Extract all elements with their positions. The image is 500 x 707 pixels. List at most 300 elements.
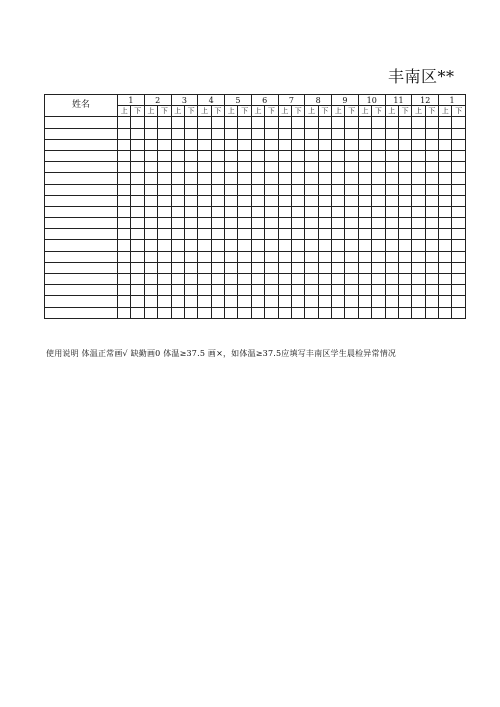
check-cell[interactable] <box>345 240 358 251</box>
check-cell[interactable] <box>425 195 438 206</box>
check-cell[interactable] <box>238 139 251 150</box>
check-cell[interactable] <box>238 240 251 251</box>
check-cell[interactable] <box>412 218 425 229</box>
check-cell[interactable] <box>345 296 358 307</box>
check-cell[interactable] <box>211 206 224 217</box>
check-cell[interactable] <box>211 240 224 251</box>
check-cell[interactable] <box>225 173 238 184</box>
check-cell[interactable] <box>425 274 438 285</box>
check-cell[interactable] <box>171 218 184 229</box>
check-cell[interactable] <box>291 162 304 173</box>
check-cell[interactable] <box>345 218 358 229</box>
check-cell[interactable] <box>278 195 291 206</box>
check-cell[interactable] <box>425 162 438 173</box>
check-cell[interactable] <box>184 150 197 161</box>
check-cell[interactable] <box>131 218 144 229</box>
check-cell[interactable] <box>345 274 358 285</box>
check-cell[interactable] <box>318 218 331 229</box>
check-cell[interactable] <box>251 229 264 240</box>
check-cell[interactable] <box>171 184 184 195</box>
check-cell[interactable] <box>358 307 371 318</box>
check-cell[interactable] <box>184 218 197 229</box>
check-cell[interactable] <box>291 195 304 206</box>
check-cell[interactable] <box>439 162 452 173</box>
check-cell[interactable] <box>211 139 224 150</box>
check-cell[interactable] <box>144 184 157 195</box>
check-cell[interactable] <box>372 240 385 251</box>
check-cell[interactable] <box>158 218 171 229</box>
check-cell[interactable] <box>251 184 264 195</box>
check-cell[interactable] <box>171 139 184 150</box>
check-cell[interactable] <box>332 296 345 307</box>
check-cell[interactable] <box>225 285 238 296</box>
check-cell[interactable] <box>358 150 371 161</box>
check-cell[interactable] <box>332 162 345 173</box>
check-cell[interactable] <box>251 307 264 318</box>
check-cell[interactable] <box>265 218 278 229</box>
check-cell[interactable] <box>358 206 371 217</box>
check-cell[interactable] <box>345 251 358 262</box>
check-cell[interactable] <box>372 195 385 206</box>
check-cell[interactable] <box>412 274 425 285</box>
check-cell[interactable] <box>305 285 318 296</box>
check-cell[interactable] <box>439 184 452 195</box>
check-cell[interactable] <box>291 139 304 150</box>
check-cell[interactable] <box>265 195 278 206</box>
check-cell[interactable] <box>184 206 197 217</box>
check-cell[interactable] <box>144 262 157 273</box>
check-cell[interactable] <box>265 251 278 262</box>
check-cell[interactable] <box>412 296 425 307</box>
check-cell[interactable] <box>439 251 452 262</box>
check-cell[interactable] <box>318 128 331 139</box>
check-cell[interactable] <box>251 218 264 229</box>
check-cell[interactable] <box>118 274 131 285</box>
check-cell[interactable] <box>318 139 331 150</box>
check-cell[interactable] <box>318 274 331 285</box>
check-cell[interactable] <box>439 229 452 240</box>
check-cell[interactable] <box>251 206 264 217</box>
check-cell[interactable] <box>238 206 251 217</box>
check-cell[interactable] <box>412 162 425 173</box>
check-cell[interactable] <box>398 262 411 273</box>
check-cell[interactable] <box>291 285 304 296</box>
check-cell[interactable] <box>211 307 224 318</box>
check-cell[interactable] <box>278 150 291 161</box>
check-cell[interactable] <box>251 139 264 150</box>
check-cell[interactable] <box>225 229 238 240</box>
check-cell[interactable] <box>118 307 131 318</box>
check-cell[interactable] <box>425 218 438 229</box>
check-cell[interactable] <box>251 296 264 307</box>
check-cell[interactable] <box>171 262 184 273</box>
check-cell[interactable] <box>452 240 466 251</box>
check-cell[interactable] <box>118 173 131 184</box>
check-cell[interactable] <box>332 251 345 262</box>
check-cell[interactable] <box>184 229 197 240</box>
check-cell[interactable] <box>278 296 291 307</box>
check-cell[interactable] <box>358 240 371 251</box>
check-cell[interactable] <box>238 307 251 318</box>
check-cell[interactable] <box>452 184 466 195</box>
check-cell[interactable] <box>211 218 224 229</box>
check-cell[interactable] <box>198 173 211 184</box>
check-cell[interactable] <box>278 251 291 262</box>
check-cell[interactable] <box>118 251 131 262</box>
check-cell[interactable] <box>345 285 358 296</box>
check-cell[interactable] <box>412 195 425 206</box>
check-cell[interactable] <box>372 128 385 139</box>
check-cell[interactable] <box>238 296 251 307</box>
check-cell[interactable] <box>184 139 197 150</box>
check-cell[interactable] <box>318 296 331 307</box>
check-cell[interactable] <box>278 139 291 150</box>
check-cell[interactable] <box>305 162 318 173</box>
check-cell[interactable] <box>158 184 171 195</box>
check-cell[interactable] <box>372 139 385 150</box>
check-cell[interactable] <box>265 262 278 273</box>
check-cell[interactable] <box>278 229 291 240</box>
check-cell[interactable] <box>358 117 371 128</box>
check-cell[interactable] <box>305 184 318 195</box>
check-cell[interactable] <box>385 162 398 173</box>
check-cell[interactable] <box>158 195 171 206</box>
check-cell[interactable] <box>332 139 345 150</box>
check-cell[interactable] <box>385 117 398 128</box>
check-cell[interactable] <box>211 251 224 262</box>
check-cell[interactable] <box>144 307 157 318</box>
check-cell[interactable] <box>131 206 144 217</box>
check-cell[interactable] <box>251 117 264 128</box>
check-cell[interactable] <box>412 117 425 128</box>
check-cell[interactable] <box>318 240 331 251</box>
check-cell[interactable] <box>158 139 171 150</box>
check-cell[interactable] <box>452 307 466 318</box>
student-name-cell[interactable] <box>45 128 118 139</box>
check-cell[interactable] <box>225 184 238 195</box>
check-cell[interactable] <box>225 251 238 262</box>
check-cell[interactable] <box>439 195 452 206</box>
check-cell[interactable] <box>211 173 224 184</box>
check-cell[interactable] <box>158 296 171 307</box>
check-cell[interactable] <box>131 307 144 318</box>
check-cell[interactable] <box>144 251 157 262</box>
check-cell[interactable] <box>198 296 211 307</box>
check-cell[interactable] <box>439 150 452 161</box>
check-cell[interactable] <box>251 251 264 262</box>
check-cell[interactable] <box>318 285 331 296</box>
check-cell[interactable] <box>225 195 238 206</box>
check-cell[interactable] <box>131 229 144 240</box>
check-cell[interactable] <box>291 262 304 273</box>
check-cell[interactable] <box>385 240 398 251</box>
check-cell[interactable] <box>158 150 171 161</box>
check-cell[interactable] <box>332 150 345 161</box>
check-cell[interactable] <box>412 240 425 251</box>
check-cell[interactable] <box>291 184 304 195</box>
check-cell[interactable] <box>439 173 452 184</box>
check-cell[interactable] <box>131 162 144 173</box>
check-cell[interactable] <box>238 184 251 195</box>
check-cell[interactable] <box>171 195 184 206</box>
check-cell[interactable] <box>398 195 411 206</box>
check-cell[interactable] <box>385 173 398 184</box>
check-cell[interactable] <box>211 262 224 273</box>
check-cell[interactable] <box>345 117 358 128</box>
check-cell[interactable] <box>452 274 466 285</box>
check-cell[interactable] <box>131 296 144 307</box>
check-cell[interactable] <box>372 285 385 296</box>
check-cell[interactable] <box>144 240 157 251</box>
check-cell[interactable] <box>278 206 291 217</box>
check-cell[interactable] <box>305 150 318 161</box>
check-cell[interactable] <box>398 229 411 240</box>
check-cell[interactable] <box>265 206 278 217</box>
check-cell[interactable] <box>372 229 385 240</box>
check-cell[interactable] <box>238 229 251 240</box>
check-cell[interactable] <box>412 128 425 139</box>
check-cell[interactable] <box>398 251 411 262</box>
check-cell[interactable] <box>345 139 358 150</box>
check-cell[interactable] <box>171 206 184 217</box>
check-cell[interactable] <box>358 184 371 195</box>
check-cell[interactable] <box>144 139 157 150</box>
student-name-cell[interactable] <box>45 229 118 240</box>
check-cell[interactable] <box>225 218 238 229</box>
check-cell[interactable] <box>291 150 304 161</box>
check-cell[interactable] <box>118 139 131 150</box>
check-cell[interactable] <box>332 206 345 217</box>
check-cell[interactable] <box>358 285 371 296</box>
check-cell[interactable] <box>225 139 238 150</box>
check-cell[interactable] <box>425 128 438 139</box>
check-cell[interactable] <box>144 173 157 184</box>
check-cell[interactable] <box>345 307 358 318</box>
check-cell[interactable] <box>171 229 184 240</box>
check-cell[interactable] <box>398 218 411 229</box>
check-cell[interactable] <box>158 128 171 139</box>
check-cell[interactable] <box>305 173 318 184</box>
check-cell[interactable] <box>251 274 264 285</box>
check-cell[interactable] <box>332 218 345 229</box>
check-cell[interactable] <box>225 262 238 273</box>
check-cell[interactable] <box>171 150 184 161</box>
check-cell[interactable] <box>131 274 144 285</box>
check-cell[interactable] <box>118 184 131 195</box>
check-cell[interactable] <box>425 173 438 184</box>
check-cell[interactable] <box>265 296 278 307</box>
check-cell[interactable] <box>225 162 238 173</box>
check-cell[interactable] <box>425 296 438 307</box>
check-cell[interactable] <box>345 173 358 184</box>
check-cell[interactable] <box>118 117 131 128</box>
check-cell[interactable] <box>291 206 304 217</box>
check-cell[interactable] <box>278 262 291 273</box>
check-cell[interactable] <box>251 285 264 296</box>
check-cell[interactable] <box>118 262 131 273</box>
check-cell[interactable] <box>238 274 251 285</box>
check-cell[interactable] <box>412 206 425 217</box>
check-cell[interactable] <box>131 184 144 195</box>
check-cell[interactable] <box>118 229 131 240</box>
check-cell[interactable] <box>118 128 131 139</box>
check-cell[interactable] <box>144 274 157 285</box>
check-cell[interactable] <box>265 117 278 128</box>
check-cell[interactable] <box>171 128 184 139</box>
check-cell[interactable] <box>291 218 304 229</box>
check-cell[interactable] <box>439 139 452 150</box>
check-cell[interactable] <box>439 218 452 229</box>
check-cell[interactable] <box>238 285 251 296</box>
check-cell[interactable] <box>171 307 184 318</box>
check-cell[interactable] <box>305 128 318 139</box>
check-cell[interactable] <box>144 229 157 240</box>
check-cell[interactable] <box>238 117 251 128</box>
check-cell[interactable] <box>278 184 291 195</box>
check-cell[interactable] <box>385 296 398 307</box>
check-cell[interactable] <box>118 206 131 217</box>
check-cell[interactable] <box>398 206 411 217</box>
check-cell[interactable] <box>144 162 157 173</box>
check-cell[interactable] <box>198 150 211 161</box>
check-cell[interactable] <box>144 206 157 217</box>
check-cell[interactable] <box>412 262 425 273</box>
check-cell[interactable] <box>158 240 171 251</box>
check-cell[interactable] <box>452 206 466 217</box>
check-cell[interactable] <box>278 117 291 128</box>
check-cell[interactable] <box>425 285 438 296</box>
check-cell[interactable] <box>305 307 318 318</box>
check-cell[interactable] <box>131 285 144 296</box>
check-cell[interactable] <box>278 162 291 173</box>
check-cell[interactable] <box>452 139 466 150</box>
check-cell[interactable] <box>251 128 264 139</box>
check-cell[interactable] <box>158 285 171 296</box>
check-cell[interactable] <box>358 162 371 173</box>
check-cell[interactable] <box>358 128 371 139</box>
check-cell[interactable] <box>332 173 345 184</box>
check-cell[interactable] <box>131 240 144 251</box>
check-cell[interactable] <box>385 128 398 139</box>
check-cell[interactable] <box>278 307 291 318</box>
check-cell[interactable] <box>305 229 318 240</box>
check-cell[interactable] <box>412 184 425 195</box>
check-cell[interactable] <box>211 128 224 139</box>
check-cell[interactable] <box>158 173 171 184</box>
check-cell[interactable] <box>398 307 411 318</box>
check-cell[interactable] <box>318 262 331 273</box>
check-cell[interactable] <box>251 162 264 173</box>
check-cell[interactable] <box>198 307 211 318</box>
check-cell[interactable] <box>225 128 238 139</box>
check-cell[interactable] <box>358 251 371 262</box>
check-cell[interactable] <box>385 229 398 240</box>
check-cell[interactable] <box>372 274 385 285</box>
check-cell[interactable] <box>171 162 184 173</box>
check-cell[interactable] <box>158 307 171 318</box>
check-cell[interactable] <box>198 206 211 217</box>
check-cell[interactable] <box>398 274 411 285</box>
check-cell[interactable] <box>332 285 345 296</box>
check-cell[interactable] <box>452 262 466 273</box>
check-cell[interactable] <box>398 240 411 251</box>
check-cell[interactable] <box>238 195 251 206</box>
check-cell[interactable] <box>198 229 211 240</box>
check-cell[interactable] <box>225 274 238 285</box>
check-cell[interactable] <box>158 251 171 262</box>
student-name-cell[interactable] <box>45 251 118 262</box>
check-cell[interactable] <box>158 162 171 173</box>
check-cell[interactable] <box>385 285 398 296</box>
check-cell[interactable] <box>184 184 197 195</box>
check-cell[interactable] <box>439 128 452 139</box>
check-cell[interactable] <box>345 128 358 139</box>
check-cell[interactable] <box>345 262 358 273</box>
check-cell[interactable] <box>184 262 197 273</box>
check-cell[interactable] <box>372 173 385 184</box>
check-cell[interactable] <box>265 173 278 184</box>
check-cell[interactable] <box>225 117 238 128</box>
check-cell[interactable] <box>158 206 171 217</box>
check-cell[interactable] <box>118 285 131 296</box>
check-cell[interactable] <box>144 218 157 229</box>
check-cell[interactable] <box>198 274 211 285</box>
check-cell[interactable] <box>385 150 398 161</box>
check-cell[interactable] <box>305 139 318 150</box>
check-cell[interactable] <box>305 251 318 262</box>
check-cell[interactable] <box>278 240 291 251</box>
student-name-cell[interactable] <box>45 139 118 150</box>
check-cell[interactable] <box>372 184 385 195</box>
check-cell[interactable] <box>332 195 345 206</box>
check-cell[interactable] <box>291 296 304 307</box>
student-name-cell[interactable] <box>45 206 118 217</box>
check-cell[interactable] <box>144 117 157 128</box>
check-cell[interactable] <box>291 307 304 318</box>
check-cell[interactable] <box>171 173 184 184</box>
check-cell[interactable] <box>131 173 144 184</box>
check-cell[interactable] <box>332 184 345 195</box>
check-cell[interactable] <box>318 117 331 128</box>
check-cell[interactable] <box>211 274 224 285</box>
check-cell[interactable] <box>318 150 331 161</box>
check-cell[interactable] <box>131 251 144 262</box>
student-name-cell[interactable] <box>45 184 118 195</box>
check-cell[interactable] <box>251 195 264 206</box>
check-cell[interactable] <box>131 195 144 206</box>
check-cell[interactable] <box>425 206 438 217</box>
check-cell[interactable] <box>439 117 452 128</box>
check-cell[interactable] <box>318 206 331 217</box>
student-name-cell[interactable] <box>45 307 118 318</box>
check-cell[interactable] <box>144 195 157 206</box>
check-cell[interactable] <box>398 150 411 161</box>
check-cell[interactable] <box>452 229 466 240</box>
check-cell[interactable] <box>251 262 264 273</box>
check-cell[interactable] <box>332 240 345 251</box>
check-cell[interactable] <box>412 150 425 161</box>
student-name-cell[interactable] <box>45 150 118 161</box>
student-name-cell[interactable] <box>45 240 118 251</box>
check-cell[interactable] <box>305 206 318 217</box>
check-cell[interactable] <box>265 162 278 173</box>
check-cell[interactable] <box>158 117 171 128</box>
check-cell[interactable] <box>278 128 291 139</box>
check-cell[interactable] <box>385 274 398 285</box>
check-cell[interactable] <box>425 150 438 161</box>
check-cell[interactable] <box>291 173 304 184</box>
check-cell[interactable] <box>398 128 411 139</box>
